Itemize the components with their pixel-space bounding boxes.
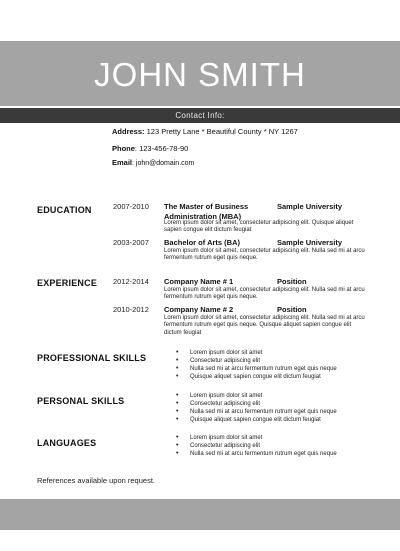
experience-years: 2010-2012 <box>113 305 149 314</box>
phone-value: : 123-456-78-90 <box>134 144 189 153</box>
experience-heading: EXPERIENCE <box>37 278 98 288</box>
contact-info-bar: Contact Info: <box>0 108 400 123</box>
professional-skills-heading: PROFESSIONAL SKILLS <box>37 353 147 363</box>
languages-heading: LANGUAGES <box>37 438 97 448</box>
experience-description: Lorem ipsum dolor sit amet, consectetur adipiscing elit. Nulla sed mi at arcu fermentum rutrum eget quis neque. <box>164 287 365 301</box>
list-item: • Lorem ipsum dolor sit amet <box>176 349 337 357</box>
experience-company: Company Name # 1 <box>164 277 234 286</box>
experience-position: Position <box>277 277 307 286</box>
email-value: : john@domain.com <box>132 160 195 167</box>
experience-position: Position <box>277 305 307 314</box>
list-item: • Nulla sed mi at arcu fermentum rutrum eget quis neque <box>176 408 337 416</box>
education-description: Lorem ipsum dolor sit amet, consectetur adipiscing elit. Nulla sed mi at arcu fermentum rutrum eget quis neque. <box>164 248 365 262</box>
list-item: • Nulla sed mi at arcu fermentum rutrum eget quis neque <box>176 450 337 458</box>
list-item: • Lorem ipsum dolor sit amet <box>176 392 337 400</box>
list-item: • Consectetur adipiscing elit <box>176 400 337 408</box>
education-heading: EDUCATION <box>37 205 92 215</box>
address-label: Address: <box>112 127 145 136</box>
email-line <box>112 158 194 167</box>
education-description: Lorem ipsum dolor sit amet, consectetur adipiscing elit. Quisque aliquet sapien congue elit dictum feugiat <box>164 220 354 234</box>
phone-line <box>112 144 188 153</box>
references-note: References available upon request. <box>37 476 155 485</box>
experience-years: 2012-2014 <box>113 277 149 286</box>
address-line <box>112 127 298 136</box>
languages-list <box>176 434 337 458</box>
list-item: • Nulla sed mi at arcu fermentum rutrum eget quis neque <box>176 365 337 373</box>
education-place: Sample University <box>277 238 343 247</box>
email-label: Email <box>112 158 133 167</box>
list-item: • Consectetur adipiscing elit <box>176 357 337 365</box>
experience-company: Company Name # 2 <box>164 305 234 314</box>
phone-label: Phone <box>112 144 135 153</box>
footer-band <box>0 499 400 530</box>
experience-description: Lorem ipsum dolor sit amet, consectetur adipiscing elit. Nulla sed mi at arcu fermentum rutrum eget quis neque. Quisque aliquet sapien congue elit dictum feugiat <box>164 315 365 336</box>
education-years: 2007-2010 <box>113 202 149 211</box>
personal-skills-heading: PERSONAL SKILLS <box>37 396 125 406</box>
personal-skills-list <box>176 392 337 424</box>
education-degree: Bachelor of Arts (BA) <box>164 238 240 247</box>
candidate-name: JOHN SMITH <box>94 56 306 93</box>
list-item: • Quisque aliquet sapien congue elit dictum feugiat <box>176 373 337 381</box>
education-years: 2003-2007 <box>113 238 149 247</box>
education-degree: The Master of Business Administration (MBA) <box>164 202 249 221</box>
list-item: • Quisque aliquet sapien congue elit dictum feugiat <box>176 416 337 424</box>
list-item: • Lorem ipsum dolor sit amet <box>176 434 337 442</box>
list-item: • Consectetur adipiscing elit <box>176 442 337 450</box>
professional-skills-list <box>176 349 337 381</box>
address-value: 123 Pretty Lane * Beautiful County * NY 1267 <box>146 127 298 136</box>
education-place: Sample University <box>277 202 343 211</box>
